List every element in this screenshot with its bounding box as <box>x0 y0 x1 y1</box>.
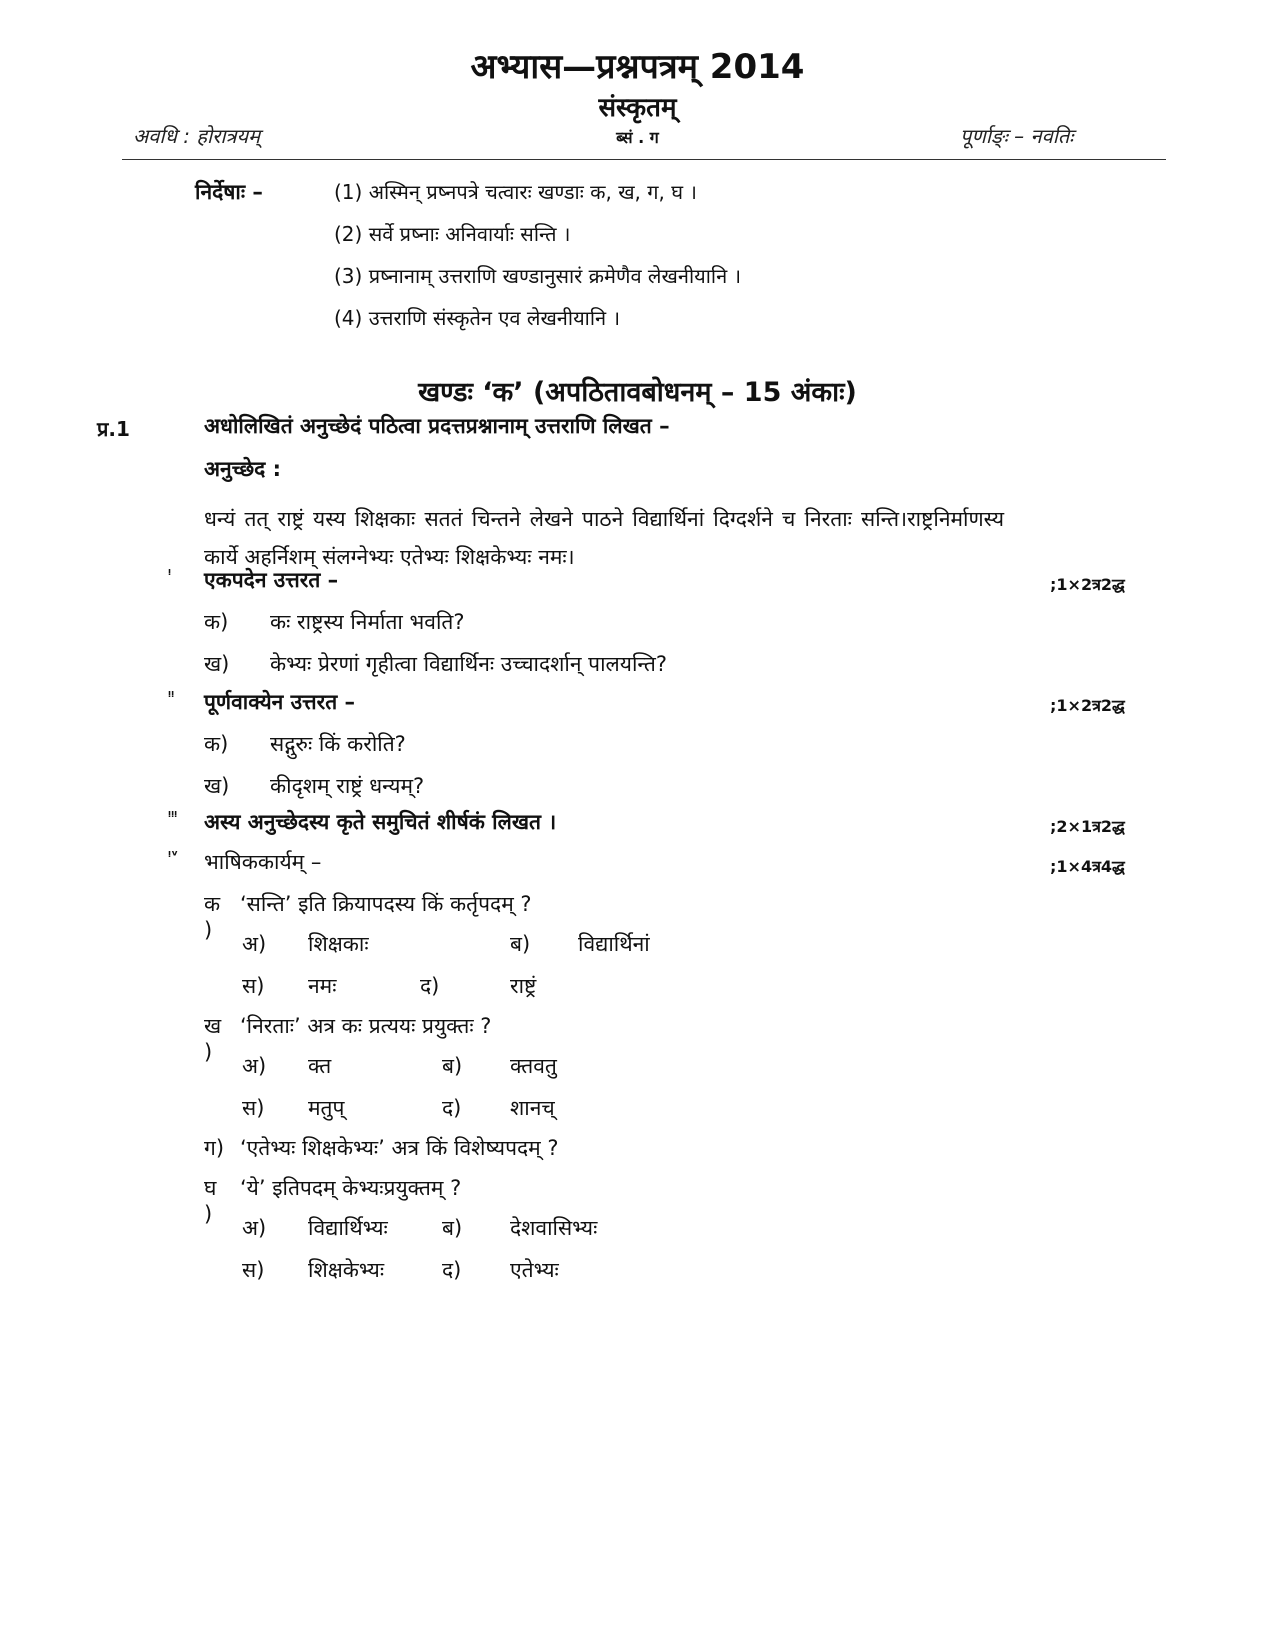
part-marks: ;1×2त्र2द्ध <box>1050 575 1125 594</box>
option-text: क्तवतु <box>510 1054 557 1078</box>
subject-title: संस्कृतम् <box>598 93 677 123</box>
item-label: क) <box>204 732 229 756</box>
instruction-item: (4) उत्तराणि संस्कृतेन एव लेखनीयानि । <box>334 306 621 330</box>
subq-text: ‘सन्ति’ इति क्रियापदस्य किं कर्तृपदम् ? <box>240 892 532 916</box>
option-text: राष्ट्रं <box>510 974 537 998</box>
item-text: कीदृशम् राष्ट्रं धन्यम्? <box>270 774 425 798</box>
subq-label: ख <box>204 1014 222 1038</box>
question-text: अधोलिखितं अनुच्छेदं पठित्वा प्रदत्तप्रश्नानाम् उत्तराणि लिखत – <box>204 414 670 438</box>
option-label: द) <box>442 1096 462 1120</box>
option-label: ब) <box>510 932 531 956</box>
option-label: ब) <box>442 1054 463 1078</box>
option-text: विद्यार्थिनां <box>578 932 650 956</box>
part-heading: अस्य अनुच्छेदस्य कृते समुचितं शीर्षकं लिखत । <box>204 810 557 834</box>
instruction-item: (1) अस्मिन् प्रष्नपत्रे चत्वारः खण्डाः क, ख, ग, घ । <box>334 180 697 204</box>
option-label: अ) <box>242 1054 267 1078</box>
part-marks: ;1×4त्र4द्ध <box>1050 857 1125 876</box>
option-text: शिक्षकाः <box>308 932 369 956</box>
item-label: ख) <box>204 774 230 798</box>
subq-label-bracket: ) <box>204 918 213 942</box>
option-text: मतुप् <box>308 1096 345 1120</box>
passage-label: अनुच्छेद : <box>204 457 282 481</box>
option-text: विद्यार्थिभ्यः <box>308 1216 388 1240</box>
item-text: सद्गुरुः किं करोति? <box>270 732 406 756</box>
option-text: नमः <box>308 974 337 998</box>
part-marker: ᵎᵎ <box>168 688 175 704</box>
part-heading: एकपदेन उत्तरत – <box>204 568 339 592</box>
subq-label: ग) <box>204 1136 225 1160</box>
instruction-item: (2) सर्वे प्रष्नाः अनिवार्याः सन्ति । <box>334 222 571 246</box>
option-text: शानच् <box>510 1096 555 1120</box>
part-heading: भाषिककार्यम् – <box>204 850 322 874</box>
page-title: अभ्यास—प्रश्नपत्रम् 2014 <box>470 47 805 87</box>
option-text: क्त <box>308 1054 332 1078</box>
subq-label: घ <box>204 1176 217 1200</box>
part-heading: पूर्णवाक्येन उत्तरत – <box>204 690 355 714</box>
paper-code: ब्सं . ग <box>616 128 659 147</box>
option-label: ब) <box>442 1216 463 1240</box>
instructions-label: निर्देषाः – <box>195 180 263 204</box>
item-text: कः राष्ट्रस्य निर्माता भवति? <box>270 610 465 634</box>
header-divider <box>122 159 1166 160</box>
option-label: स) <box>242 974 265 998</box>
option-text: एतेभ्यः <box>510 1258 559 1282</box>
passage-text: धन्यं तत् राष्ट्रं यस्य शिक्षकाः सततं चिन्तने लेखने पाठने विद्यार्थिनां दिग्दर्शने च निरताः सन्ति।राष्ट्रनिर्माणस्य कार्ये अहर्निशम् संलग्नेभ्यः एतेभ्यः शिक्षकेभ्यः नमः। <box>204 507 1004 569</box>
question-number: प्र.1 <box>97 417 130 441</box>
subq-label-bracket: ) <box>204 1040 213 1064</box>
part-marker: ᵎ <box>168 566 172 582</box>
part-marks: ;1×2त्र2द्ध <box>1050 696 1125 715</box>
option-label: द) <box>442 1258 462 1282</box>
item-text: केभ्यः प्रेरणां गृहीत्वा विद्यार्थिनः उच्चादर्शान् पालयन्ति? <box>270 652 667 676</box>
option-label: अ) <box>242 1216 267 1240</box>
option-text: शिक्षकेभ्यः <box>308 1258 385 1282</box>
item-label: ख) <box>204 652 230 676</box>
subq-label-bracket: ) <box>204 1202 213 1226</box>
subq-label: क <box>204 892 221 916</box>
subq-text: ‘निरताः’ अत्र कः प्रत्ययः प्रयुक्तः ? <box>240 1014 492 1038</box>
option-label: द) <box>420 974 440 998</box>
item-label: क) <box>204 610 229 634</box>
section-title: खण्डः ‘क’ (अपठितावबोधनम् – 15 अंकाः) <box>418 377 857 408</box>
option-label: स) <box>242 1096 265 1120</box>
subq-text: ‘ये’ इतिपदम् केभ्यःप्रयुक्तम् ? <box>240 1176 462 1200</box>
total-marks-text: पूर्णाङ्ः – नवतिः <box>960 124 1074 148</box>
option-text: देशवासिभ्यः <box>510 1216 598 1240</box>
duration-text: अवधि : होरात्रयम् <box>133 124 261 148</box>
option-label: स) <box>242 1258 265 1282</box>
part-marker: ᵎᵎᵎ <box>168 808 178 824</box>
subq-text: ‘एतेभ्यः शिक्षकेभ्यः’ अत्र किं विशेष्यपदम् ? <box>240 1136 559 1160</box>
option-label: अ) <box>242 932 267 956</box>
part-marks: ;2×1त्र2द्ध <box>1050 817 1125 836</box>
part-marker: ᵎᵛ <box>168 848 179 864</box>
instruction-item: (3) प्रष्नानाम् उत्तराणि खण्डानुसारं क्रमेणैव लेखनीयानि । <box>334 264 742 288</box>
